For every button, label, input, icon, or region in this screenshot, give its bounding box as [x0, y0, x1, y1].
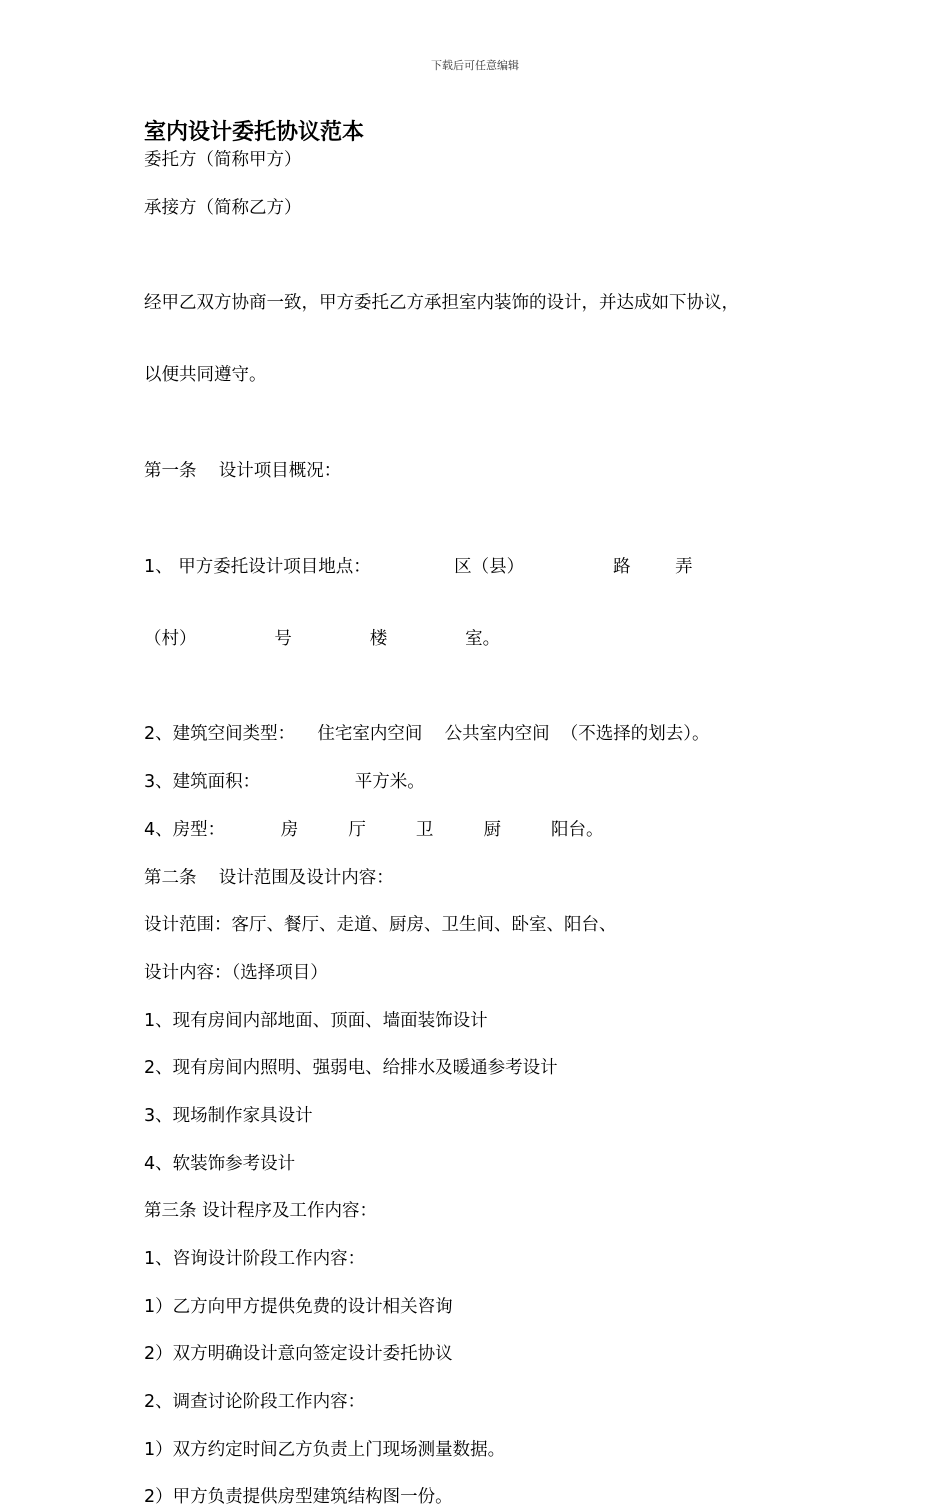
- party-b: 承接方（简称乙方）: [144, 197, 302, 218]
- intro-line: 经甲乙双方协商一致，甲方委托乙方承担室内装饰的设计，并达成如下协议，: [144, 293, 739, 314]
- intro-paragraph: [144, 243, 804, 435]
- intro-line: 以便共同遵守。: [144, 365, 267, 386]
- stage-2-heading: 2、调查讨论阶段工作内容：: [144, 1392, 366, 1413]
- document-body: [144, 118, 804, 1509]
- stage-2-item: 2）甲方负责提供房型建筑结构图一份。: [144, 1487, 453, 1508]
- building-area: 3、建筑面积： 平方米。: [144, 772, 425, 793]
- document-title: 室内设计委托协议范本: [144, 120, 365, 145]
- article-1-heading: 第一条 设计项目概况：: [144, 461, 342, 482]
- article-2-heading: 第二条 设计范围及设计内容：: [144, 867, 394, 888]
- design-content-item: 2、现有房间内照明、强弱电、给排水及暖通参考设计: [144, 1058, 558, 1079]
- article-3-heading: 第三条 设计程序及工作内容：: [144, 1201, 378, 1222]
- stage-1-item: 2）双方明确设计意向签定设计委托协议: [144, 1344, 453, 1365]
- stage-2-item: 1）双方约定时间乙方负责上门现场测量数据。: [144, 1439, 506, 1460]
- design-content-item: 3、现场制作家具设计: [144, 1105, 313, 1126]
- project-location: [144, 507, 804, 699]
- location-line: （村） 号 楼 室。: [144, 628, 501, 649]
- location-line: 1、 甲方委托设计项目地点： 区（县） 路 弄: [144, 556, 693, 577]
- room-layout: 4、房型： 房 厅 卫 厨 阳台。: [144, 819, 604, 840]
- design-scope: 设计范围：客厅、餐厅、走道、厨房、卫生间、卧室、阳台、: [144, 915, 617, 936]
- stage-1-heading: 1、咨询设计阶段工作内容：: [144, 1249, 366, 1269]
- design-content-heading: 设计内容：（选择项目）: [144, 962, 328, 983]
- design-content-item: 1、现有房间内部地面、顶面、墙面装饰设计: [144, 1010, 488, 1031]
- header-note: 下载后可任意编辑: [431, 59, 519, 72]
- design-content-item: 4、软装饰参考设计: [144, 1153, 296, 1174]
- space-type: 2、建筑空间类型： 住宅室内空间 公共室内空间 （不选择的划去）。: [144, 724, 710, 745]
- stage-1-item: 1）乙方向甲方提供免费的设计相关咨询: [144, 1296, 453, 1317]
- party-a: 委托方（简称甲方）: [144, 150, 302, 170]
